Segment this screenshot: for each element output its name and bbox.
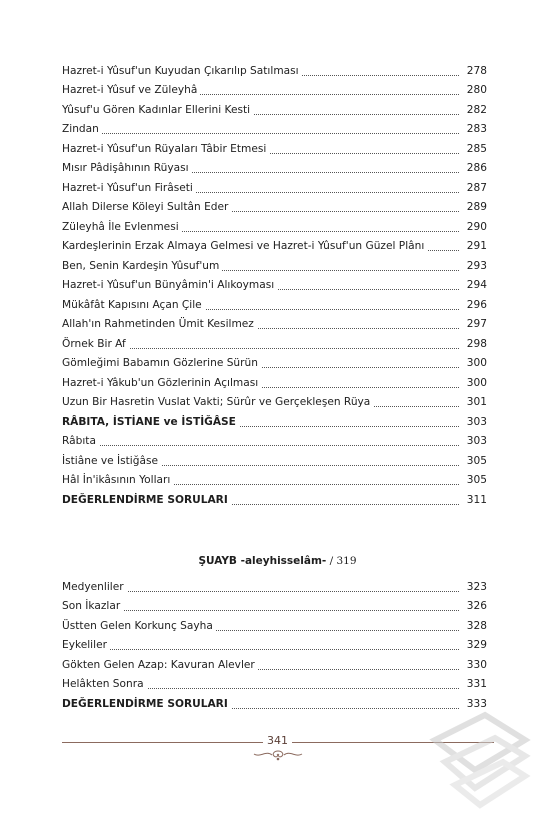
toc-entry-title: Hazret-i Yûsuf'un Rüyaları Tâbir Etmesi (62, 142, 269, 157)
toc-leader-dots (62, 610, 487, 611)
toc-entry[interactable] (62, 218, 487, 238)
toc-section-yusuf (62, 62, 487, 511)
toc-entry[interactable] (62, 598, 487, 618)
toc-entry-title: Örnek Bir Af (62, 337, 129, 352)
toc-entry-page: 294 (460, 278, 487, 293)
toc-entry-title: DEĞERLENDİRME SORULARI (62, 493, 231, 508)
toc-entry[interactable] (62, 101, 487, 121)
toc-entry-page: 280 (460, 83, 487, 98)
toc-entry-title: Helâkten Sonra (62, 677, 147, 692)
chapter-heading-page: / 319 (329, 555, 357, 567)
toc-entry-page: 293 (460, 259, 487, 274)
toc-entry-page: 285 (460, 142, 487, 157)
toc-entry-page: 305 (460, 473, 487, 488)
toc-entry[interactable] (62, 433, 487, 453)
toc-entry[interactable] (62, 179, 487, 199)
toc-entry-title: Hazret-i Yûsuf'un Firâseti (62, 181, 196, 196)
toc-leader-dots (62, 133, 487, 134)
toc-section-suayb (62, 578, 487, 715)
toc-entry-title: Medyenliler (62, 580, 127, 595)
toc-entry[interactable] (62, 617, 487, 637)
toc-entry[interactable] (62, 394, 487, 414)
toc-entry-title: Râbıta (62, 434, 99, 449)
toc-entry[interactable] (62, 676, 487, 696)
toc-entry-page: 300 (460, 356, 487, 371)
floral-scroll-ornament-icon (252, 748, 304, 762)
toc-entry-page: 305 (460, 454, 487, 469)
toc-entry-page: 278 (460, 64, 487, 79)
toc-entry-title: DEĞERLENDİRME SORULARI (62, 697, 231, 712)
toc-entry-page: 282 (460, 103, 487, 118)
toc-entry-page: 300 (460, 376, 487, 391)
toc-entry[interactable] (62, 296, 487, 316)
toc-entry-title: Gökten Gelen Azap: Kavuran Alevler (62, 658, 258, 673)
toc-entry-title: RÂBITA, İSTİANE ve İSTİĞÂSE (62, 415, 239, 430)
toc-entry-page: 286 (460, 161, 487, 176)
toc-entry[interactable] (62, 656, 487, 676)
toc-entry-title: Mısır Pâdişâhının Rüyası (62, 161, 192, 176)
toc-entry-page: 283 (460, 122, 487, 137)
book-watermark-icon (425, 700, 535, 810)
toc-entry-page: 333 (460, 697, 487, 712)
toc-entry[interactable] (62, 62, 487, 82)
toc-leader-dots (62, 649, 487, 650)
toc-entry-page: 331 (460, 677, 487, 692)
toc-entry-title: Allah Dilerse Köleyi Sultân Eder (62, 200, 231, 215)
toc-entry[interactable] (62, 199, 487, 219)
toc-entry[interactable] (62, 140, 487, 160)
chapter-heading (0, 555, 555, 567)
toc-entry[interactable] (62, 238, 487, 258)
toc-entry[interactable] (62, 82, 487, 102)
toc-entry[interactable] (62, 121, 487, 141)
toc-entry-title: Zindan (62, 122, 102, 137)
toc-entry[interactable] (62, 257, 487, 277)
toc-entry-title: Kardeşlerinin Erzak Almaya Gelmesi ve Hazret-i Yûsuf'un Güzel Plânı (62, 239, 427, 254)
toc-entry-page: 296 (460, 298, 487, 313)
toc-entry-page: 290 (460, 220, 487, 235)
toc-entry-title: Üstten Gelen Korkunç Sayha (62, 619, 216, 634)
toc-entry-page: 328 (460, 619, 487, 634)
toc-entry-title: Son İkazlar (62, 599, 123, 614)
toc-entry-title: Eykeliler (62, 638, 110, 653)
toc-entry-page: 329 (460, 638, 487, 653)
toc-entry-title: Hazret-i Yûsuf ve Züleyhâ (62, 83, 200, 98)
toc-entry[interactable] (62, 374, 487, 394)
toc-entry-title: Allah'ın Rahmetinden Ümit Kesilmez (62, 317, 257, 332)
toc-leader-dots (62, 445, 487, 446)
toc-entry[interactable] (62, 355, 487, 375)
toc-entry-title: Hazret-i Yûsuf'un Bünyâmin'i Alıkoyması (62, 278, 277, 293)
toc-entry-page: 287 (460, 181, 487, 196)
chapter-heading-name: ŞUAYB -aleyhisselâm- (198, 555, 327, 567)
toc-entry[interactable] (62, 277, 487, 297)
toc-entry-title: Züleyhâ İle Evlenmesi (62, 220, 182, 235)
toc-entry[interactable] (62, 637, 487, 657)
toc-entry-page: 303 (460, 434, 487, 449)
toc-entry-page: 298 (460, 337, 487, 352)
toc-entry[interactable] (62, 316, 487, 336)
toc-entry-page: 323 (460, 580, 487, 595)
toc-entry[interactable] (62, 160, 487, 180)
toc-entry-title: Mükâfât Kapısını Açan Çile (62, 298, 205, 313)
toc-entry-page: 291 (460, 239, 487, 254)
toc-entry-page: 330 (460, 658, 487, 673)
toc-entry[interactable] (62, 695, 487, 715)
toc-entry-title: Hazret-i Yâkub'un Gözlerinin Açılması (62, 376, 261, 391)
toc-entry[interactable] (62, 578, 487, 598)
footer-page-number: 341 (0, 734, 555, 747)
toc-entry[interactable] (62, 472, 487, 492)
toc-entry[interactable] (62, 452, 487, 472)
toc-entry[interactable] (62, 491, 487, 511)
toc-entry-title: Yûsuf'u Gören Kadınlar Ellerini Kesti (62, 103, 253, 118)
toc-entry-title: Gömleğimi Babamın Gözlerine Sürün (62, 356, 261, 371)
toc-entry-page: 289 (460, 200, 487, 215)
toc-entry[interactable] (62, 413, 487, 433)
toc-entry-title: Hazret-i Yûsuf'un Kuyudan Çıkarılıp Satılması (62, 64, 302, 79)
toc-entry-title: Uzun Bir Hasretin Vuslat Vakti; Sürûr ve Gerçekleşen Rüya (62, 395, 373, 410)
toc-entry-title: Hâl İn'ikâsının Yolları (62, 473, 173, 488)
toc-entry-page: 303 (460, 415, 487, 430)
toc-entry-title: İstiâne ve İstiğâse (62, 454, 161, 469)
toc-entry-page: 297 (460, 317, 487, 332)
toc-entry-title: Ben, Senin Kardeşin Yûsuf'um (62, 259, 222, 274)
toc-entry-page: 301 (460, 395, 487, 410)
toc-entry-page: 326 (460, 599, 487, 614)
toc-entry-page: 311 (460, 493, 487, 508)
toc-entry[interactable] (62, 335, 487, 355)
